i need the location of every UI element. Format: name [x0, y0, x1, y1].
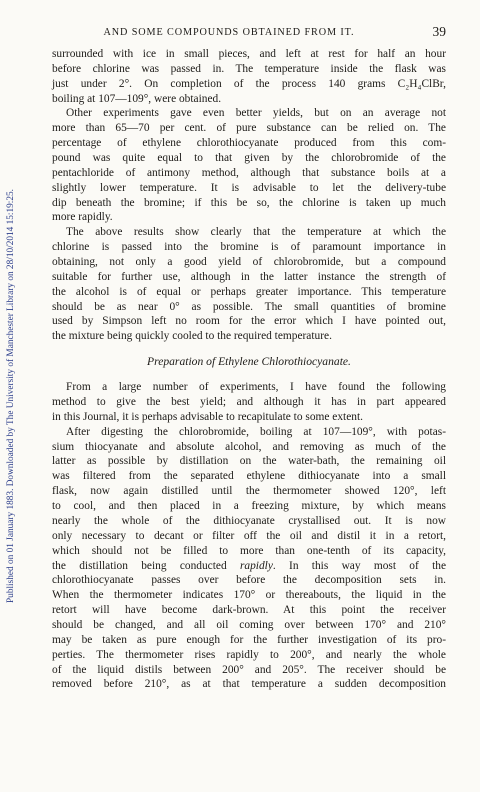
text-line: slightly lower temperature. It is advisable to let the delivery-tube	[52, 181, 446, 194]
text-line: latter as possible by distillation on the water-bath, the remaining oil	[52, 455, 446, 468]
text-line: When the thermometer indicates 170° or thereabouts, the liquid in the	[52, 589, 446, 602]
text-line: removed before 210°, as at that temperature a sudden decomposition	[52, 678, 446, 691]
text-line: pentachloride of antimony method, although that substance boils at a	[52, 166, 446, 179]
text-line: should be as near 0° as possible. The small quantities of bromine	[52, 300, 446, 313]
text-line: flask, now again distilled until the thermometer showed 120°, left	[52, 485, 446, 498]
text-line: obtaining, not only a good yield of chlorobromide, but a compound	[52, 256, 446, 269]
text-line: only necessary to decant or filter off the oil and distil it in a retort,	[52, 529, 446, 542]
text-line: in this Journal, it is perhaps advisable to recapitulate to some extent.	[52, 410, 363, 423]
text-segment: . In this way most of the	[272, 559, 446, 572]
text-line: just under 2°. On completion of the process 140 grams C₂H₄ClBr,	[52, 77, 446, 90]
text-line: boiling at 107—109°, were obtained.	[52, 92, 222, 105]
text-line: sium thiocyanate and absolute alcohol, and removing as much of the	[52, 440, 446, 453]
text-line: may be taken as pure enough for the further investigation of its pro-	[52, 633, 446, 646]
text-line: percentage of ethylene chlorothiocyanate produced from this com-	[52, 137, 446, 150]
text-line: should be changed, and all oil coming over between 170° and 210°	[52, 618, 446, 631]
page-header	[52, 24, 446, 42]
text-line: of the liquid distils between 200° and 205°. The receiver should be	[52, 663, 446, 676]
text-line: After digesting the chlorobromide, boiling at 107—109°, with potas-	[66, 425, 446, 438]
section-heading: Preparation of Ethylene Chlorothiocyanate.	[147, 355, 351, 369]
text-line: dip beneath the bromine; if this be so, the chlorine is taken up much	[52, 196, 446, 209]
text-line: to cool, and then placed in a freezing mixture, by which means	[52, 500, 446, 513]
text-line: nearly the whole of the dithiocyanate crystallised out. It is now	[52, 514, 446, 527]
text-line: chlorine is passed into the bromine is of paramount importance in	[52, 241, 446, 254]
text-line: surrounded with ice in small pieces, and left at rest for half an hour	[52, 48, 446, 60]
text-line: which should not be filled to more than one-tenth of its capacity,	[52, 544, 446, 557]
download-watermark-text: Published on 01 January 1883. Downloaded by The University of Manchester Library on 28/10/2014 15:19:25.	[6, 189, 16, 603]
text-line: perties. The thermometer rises rapidly to 200°, and nearly the whole	[52, 648, 446, 661]
text-line: Other experiments gave even better yields, but on an average not	[66, 107, 446, 120]
text-line: the alcohol is of equal or perhaps greater importance. This temperature	[52, 285, 446, 298]
running-title: AND SOME COMPOUNDS OBTAINED FROM IT.	[103, 27, 355, 38]
text-line: The above results show clearly that the temperature at which the	[66, 226, 446, 239]
text-line: suitable for further use, although in the latter instance the strength of	[52, 270, 446, 283]
page-body	[52, 47, 446, 692]
text-line: before chlorine was passed in. The temperature inside the flask was	[52, 62, 446, 75]
download-watermark	[4, 0, 18, 792]
text-line: was filtered from the separated ethylene dithiocyanate into a small	[52, 470, 446, 483]
text-segment: the distillation being conducted	[52, 559, 240, 572]
text-line: more rapidly.	[52, 211, 113, 224]
text-line: more than 65—70 per cent. of pure substance can be relied on. The	[52, 122, 446, 135]
text-line: the mixture being quickly cooled to the required temperature.	[52, 330, 332, 343]
text-line: retort will have become dark-brown. At this point the receiver	[52, 604, 446, 617]
text-line: pound was quite equal to that given by the chlorobromide of the	[52, 152, 446, 165]
page-number: 39	[432, 24, 446, 39]
text-line: chlorothiocyanate passes over before the decomposition sets in.	[52, 574, 446, 587]
text-line-mixed	[52, 559, 446, 574]
text-line: method to give the best yield; and although it has in part appeared	[52, 396, 446, 409]
text-line: used by Simpson left no room for the error which I have pointed out,	[52, 315, 446, 328]
text-line: From a large number of experiments, I have found the following	[66, 381, 446, 394]
emphasis-text: rapidly	[239, 559, 273, 572]
